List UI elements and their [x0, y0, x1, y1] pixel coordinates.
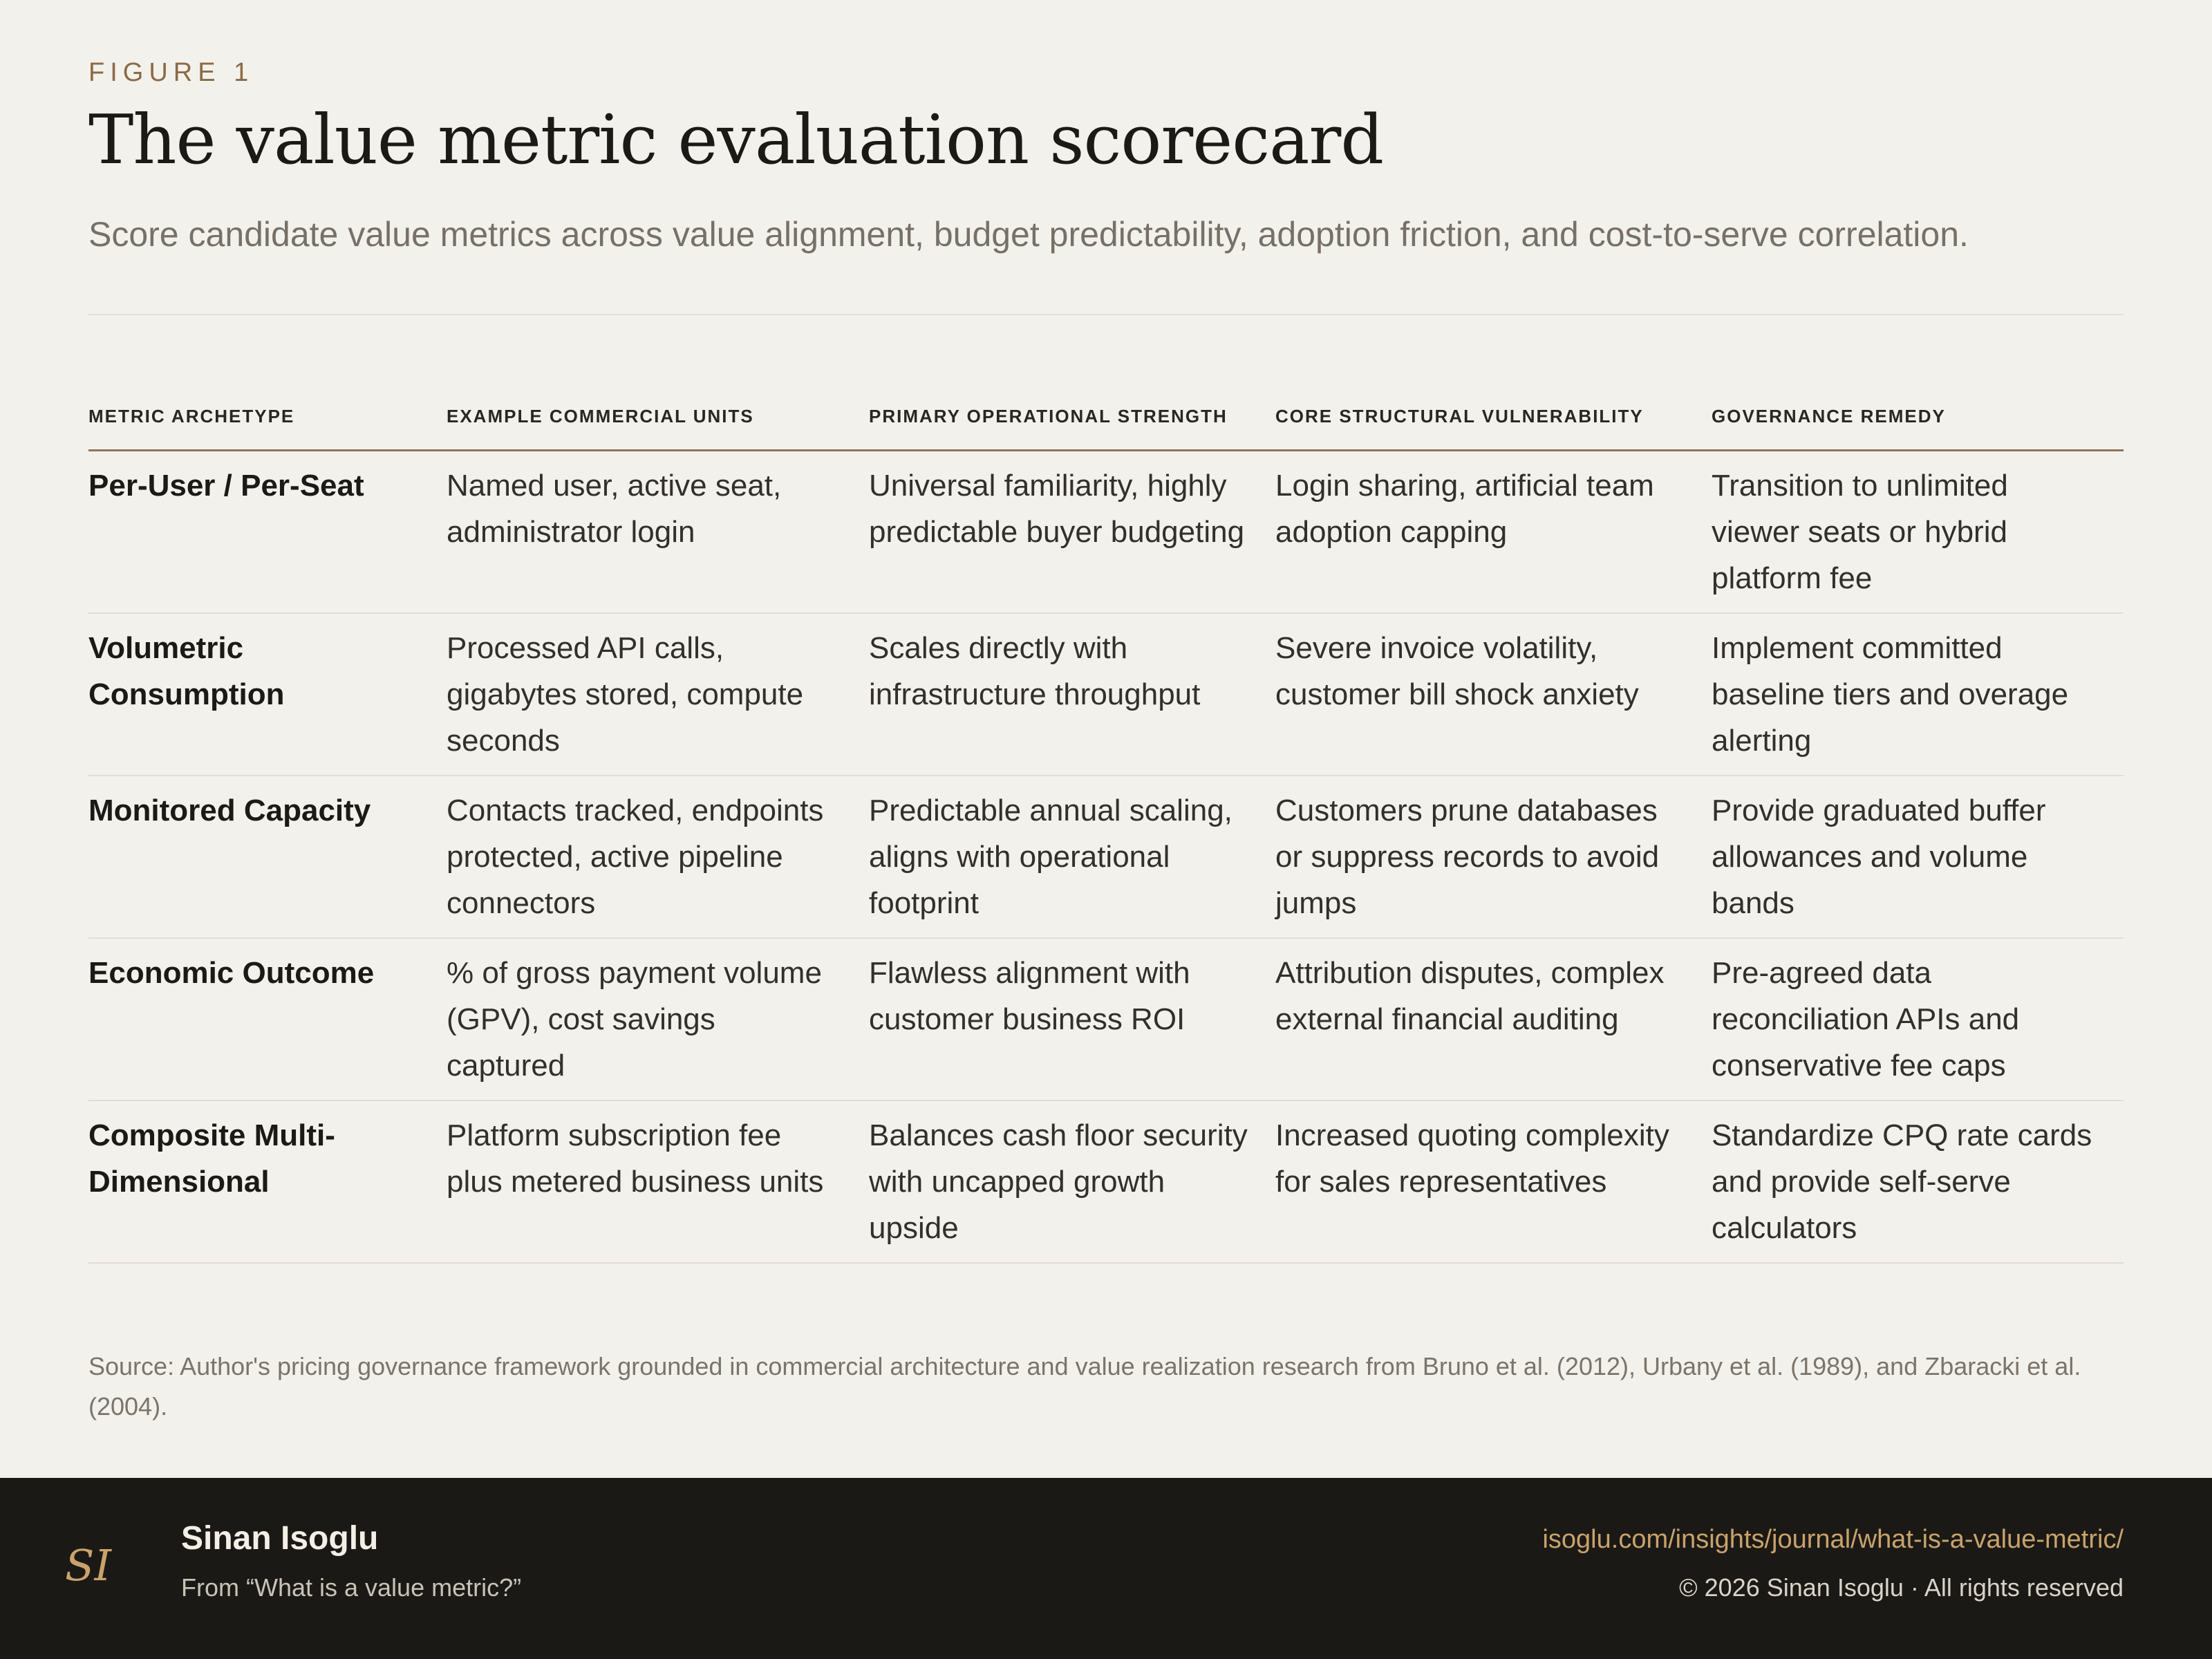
cell-strength: Predictable annual scaling, aligns with operational footprint — [869, 776, 1275, 938]
si-monogram-logo-icon — [64, 1535, 119, 1604]
source-note: Source: Author's pricing governance framework grounded in commercial architecture and value realization research from Bruno et al. (2012), Urbany et al. (1989), and Zbaracki et al. (2004). — [88, 1352, 2081, 1421]
cell-archetype: Volumetric Consumption — [88, 613, 447, 776]
column-header-remedy: GOVERNANCE REMEDY — [1712, 402, 2124, 451]
cell-strength: Flawless alignment with customer business ROI — [869, 938, 1275, 1100]
table-header-row — [88, 402, 2124, 451]
table-row — [88, 1100, 2124, 1263]
column-header-archetype: METRIC ARCHETYPE — [88, 402, 447, 451]
cell-remedy: Implement committed baseline tiers and overage alerting — [1712, 613, 2124, 776]
column-header-strength: PRIMARY OPERATIONAL STRENGTH — [869, 402, 1275, 451]
subtitle: Score candidate value metrics across value alignment, budget predictability, adoption friction, and cost-to-serve correlation. — [88, 215, 1969, 254]
cell-strength: Balances cash floor security with uncapped growth upside — [869, 1100, 1275, 1263]
cell-vulnerability: Severe invoice volatility, customer bill shock anxiety — [1275, 613, 1712, 776]
cell-remedy: Standardize CPQ rate cards and provide self-serve calculators — [1712, 1100, 2124, 1263]
author-name: Sinan Isoglu — [181, 1520, 379, 1557]
copyright-notice: © 2026 Sinan Isoglu · All rights reserved — [1679, 1573, 2124, 1602]
table-row — [88, 613, 2124, 776]
divider — [88, 314, 2124, 315]
table-row — [88, 776, 2124, 938]
cell-remedy: Pre-agreed data reconciliation APIs and conservative fee caps — [1712, 938, 2124, 1100]
cell-archetype: Per-User / Per-Seat — [88, 451, 447, 614]
cell-strength: Scales directly with infrastructure throughput — [869, 613, 1275, 776]
figure-label: FIGURE 1 — [88, 58, 254, 87]
cell-units: % of gross payment volume (GPV), cost savings captured — [447, 938, 869, 1100]
footer — [0, 1478, 2212, 1659]
cell-archetype: Composite Multi-Dimensional — [88, 1100, 447, 1263]
cell-remedy: Transition to unlimited viewer seats or hybrid platform fee — [1712, 451, 2124, 614]
cell-vulnerability: Login sharing, artificial team adoption capping — [1275, 451, 1712, 614]
column-header-units: EXAMPLE COMMERCIAL UNITS — [447, 402, 869, 451]
cell-units: Named user, active seat, administrator login — [447, 451, 869, 614]
logo-monogram: SI — [65, 1540, 111, 1591]
table-row — [88, 451, 2124, 614]
cell-units: Platform subscription fee plus metered business units — [447, 1100, 869, 1263]
cell-units: Contacts tracked, endpoints protected, active pipeline connectors — [447, 776, 869, 938]
table-row — [88, 938, 2124, 1100]
scorecard-table — [88, 402, 2124, 1264]
cell-vulnerability: Increased quoting complexity for sales representatives — [1275, 1100, 1712, 1263]
cell-units: Processed API calls, gigabytes stored, compute seconds — [447, 613, 869, 776]
cell-archetype: Monitored Capacity — [88, 776, 447, 938]
column-header-vulnerability: CORE STRUCTURAL VULNERABILITY — [1275, 402, 1712, 451]
cell-strength: Universal familiarity, highly predictable buyer budgeting — [869, 451, 1275, 614]
cell-vulnerability: Customers prune databases or suppress records to avoid jumps — [1275, 776, 1712, 938]
cell-archetype: Economic Outcome — [88, 938, 447, 1100]
figure-panel — [88, 0, 2124, 1478]
cell-remedy: Provide graduated buffer allowances and volume bands — [1712, 776, 2124, 938]
article-reference: From “What is a value metric?” — [181, 1573, 522, 1602]
page-title: The value metric evaluation scorecard — [88, 101, 1384, 180]
cell-vulnerability: Attribution disputes, complex external financial auditing — [1275, 938, 1712, 1100]
article-link[interactable]: isoglu.com/insights/journal/what-is-a-value-metric/ — [1542, 1525, 2124, 1554]
